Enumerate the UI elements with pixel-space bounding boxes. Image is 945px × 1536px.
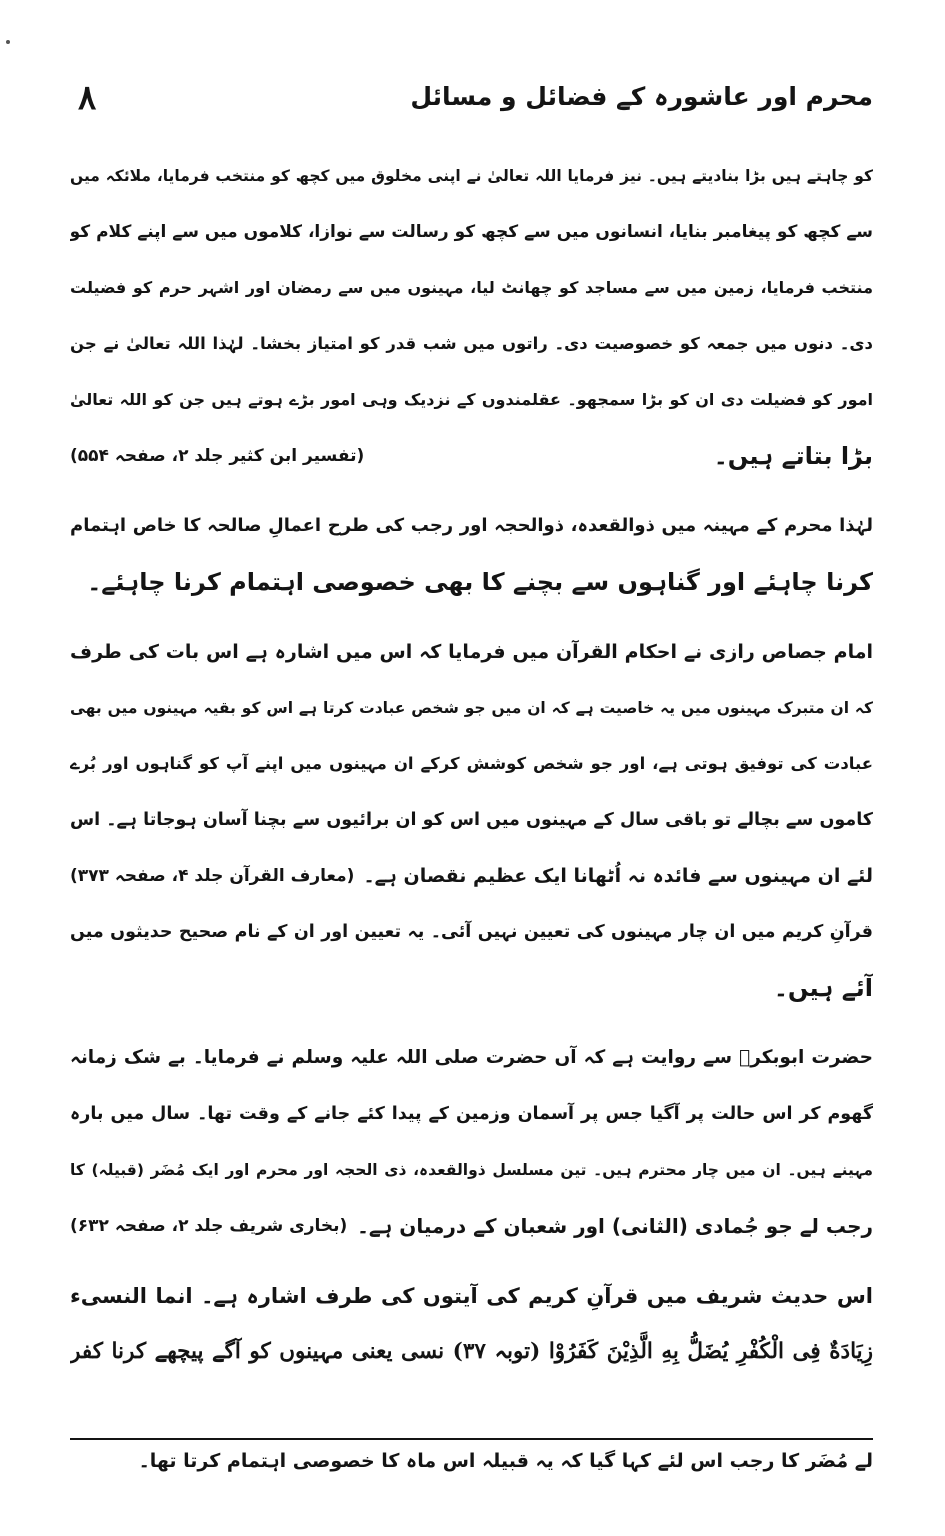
citation-reference: (معارف القرآن جلد ۴، صفحہ ۳۷۳) (70, 866, 355, 886)
text-line-quran-verse: زِیَادَةٌ فِی الْکُفْرِ یُضَلُّ بِهِ الَّذِیْنَ کَفَرُوْا (توبہ ۳۷) نسی یعنی مہینوں کو آگے پیچھے کرنا کفر (70, 1339, 873, 1364)
text-line: گھوم کر اس حالت پر آگیا جس پر آسمان وزمین کے پیدا کئے جانے کے وقت تھا۔ سال میں بارہ (70, 1104, 873, 1124)
text-line: مہینے ہیں۔ ان میں چار محترم ہیں۔ تین مسلسل ذوالقعدہ، ذی الحجہ اور محرم اور ایک مُضَر (قبیلہ) کا (70, 1161, 873, 1179)
margin-mark (6, 40, 10, 44)
text-line: سے کچھ کو پیغامبر بنایا، انسانوں میں سے کچھ کو رسالت سے نوازا، کلاموں میں سے اپنے کلام کو (70, 222, 873, 242)
text-line: آئے ہیں۔ (773, 974, 873, 1002)
text-line-end: بڑا بتاتے ہیں۔ (713, 442, 873, 470)
page-number: ۸ (78, 78, 97, 118)
text-line: منتخب فرمایا، زمین میں سے مساجد کو چھانٹ لیا، مہینوں میں سے رمضان اور اشہر حرم کو فضیلت (70, 278, 873, 297)
running-title: محرم اور عاشورہ کے فضائل و مسائل (410, 82, 873, 111)
text-line-with-reference (70, 428, 873, 484)
text-line-with-reference (70, 848, 873, 904)
citation-reference: (بخاری شریف جلد ۲، صفحہ ۶۳۲) (70, 1216, 348, 1236)
citation-reference: (تفسیر ابن کثیر جلد ۲، صفحہ ۵۵۴) (70, 446, 365, 466)
text-line: حضرت ابوبکرؓ سے روایت ہے کہ آں حضرت صلی اللہ علیہ وسلم نے فرمایا۔ بے شک زمانہ (70, 1047, 873, 1068)
footnote-divider (70, 1438, 873, 1440)
footnote: لے مُضَر کا رجب اس لئے کہا گیا کہ یہ قبیلہ اس ماہ کا خصوصی اہتمام کرتا تھا۔ (138, 1450, 873, 1472)
text-line: امور کو فضیلت دی ان کو بڑا سمجھو۔ عقلمندوں کے نزدیک وہی امور بڑے ہوتے ہیں جن کو اللہ تعالیٰ (70, 390, 873, 409)
text-line: عبادت کی توفیق ہوتی ہے، اور جو شخص کوشش کرکے ان مہینوں میں اپنے آپ کو گناہوں اور بُرے (70, 754, 873, 773)
text-line: امام جصاص رازی نے احکام القرآن میں فرمایا کہ اس میں اشارہ ہے اس بات کی طرف (70, 641, 873, 663)
text-line-end: لئے ان مہینوں سے فائدہ نہ اُٹھانا ایک عظیم نقصان ہے۔ (363, 865, 873, 887)
text-line: قرآنِ کریم میں ان چار مہینوں کی تعیین نہیں آئی۔ یہ تعیین اور ان کے نام صحیح حدیثوں میں (70, 922, 873, 942)
text-line: اس حدیث شریف میں قرآنِ کریم کی آیتوں کی طرف اشارہ ہے۔ انما النسیء (70, 1284, 873, 1308)
text-line-end: رجب لے جو جُمادی (الثانی) اور شعبان کے درمیان ہے۔ (357, 1214, 873, 1238)
text-line: دی۔ دنوں میں جمعہ کو خصوصیت دی۔ راتوں میں شب قدر کو امتیاز بخشا۔ لہٰذا اللہ تعالیٰ نے جن (70, 334, 873, 353)
text-line: کرنا چاہئے اور گناہوں سے بچنے کا بھی خصوصی اہتمام کرنا چاہئے۔ (87, 568, 873, 596)
text-line-with-reference (70, 1198, 873, 1254)
text-line: لہٰذا محرم کے مہینہ میں ذوالقعدہ، ذوالحجہ اور رجب کی طرح اعمالِ صالحہ کا خاص اہتمام (70, 515, 873, 536)
text-line: کو چاہتے ہیں بڑا بنادیتے ہیں۔ نیز فرمایا اللہ تعالیٰ نے اپنی مخلوق میں کچھ کو منتخب فرمایا، ملائکہ میں (70, 167, 873, 185)
text-line: کاموں سے بچالے تو باقی سال کے مہینوں میں اس کو ان برائیوں سے بچنا آسان ہوجاتا ہے۔ اس (70, 810, 873, 830)
text-line: کہ ان متبرک مہینوں میں یہ خاصیت ہے کہ ان میں جو شخص عبادت کرتا ہے اس کو بقیہ مہینوں میں بھی (70, 699, 873, 717)
page-body (70, 148, 873, 1380)
